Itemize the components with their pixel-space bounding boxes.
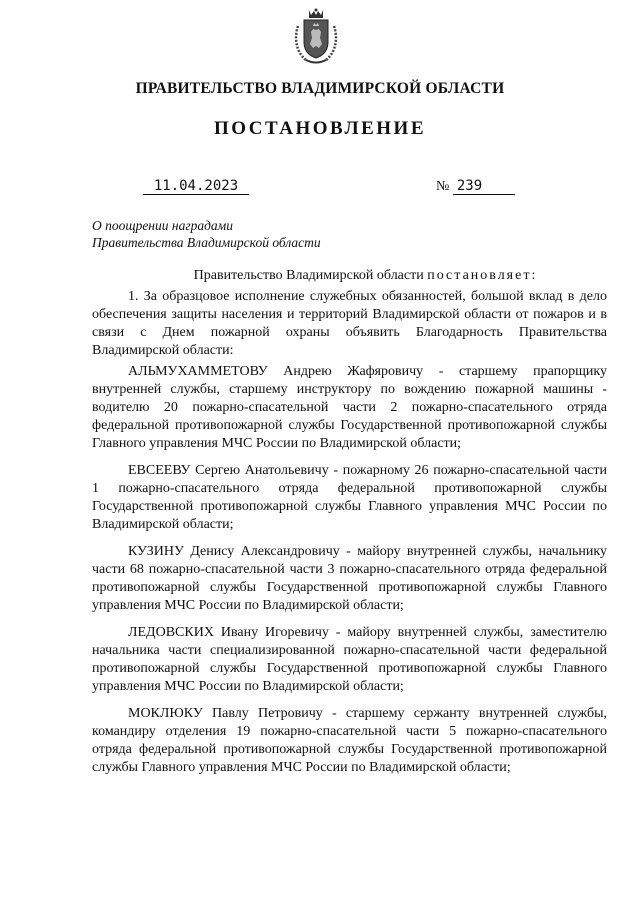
awardee-paragraph: АЛЬМУХАММЕТОВУ Андрею Жафяровичу - старшему прапорщику внутренней службы, старшему инструктору по вождению пожарной машины - водителю 20 пожарно-спасательной части 2 пожарно-спасательного отряда федеральной противопожарной службы Государственной противопожарной службы Главного управления МЧС России по Владимирской области;	[92, 364, 607, 451]
subject-line-1: О поощрении наградами	[92, 218, 234, 233]
coat-of-arms-icon	[292, 8, 340, 66]
preamble-lead: Правительство Владимирской области	[193, 268, 428, 283]
awardee-paragraph: МОКЛЮКУ Павлу Петровичу - старшему сержанту внутренней службы, командиру отделения 19 пожарно-спасательной части 5 пожарно-спасательного отряда федеральной противопожарной службы Государственной противопожарной службы Главного управления МЧС России по Владимирской области;	[92, 706, 607, 775]
document-subject	[92, 217, 321, 251]
preamble	[92, 267, 607, 285]
issuing-authority: ПРАВИТЕЛЬСТВО ВЛАДИМИРСКОЙ ОБЛАСТИ	[135, 80, 505, 97]
document-date: 11.04.2023	[143, 178, 249, 195]
document-number-block	[436, 178, 515, 195]
awardee-paragraph: ЕВСЕЕВУ Сергею Анатольевичу - пожарному 26 пожарно-спасательной части 1 пожарно-спасательного отряда федеральной противопожарной службы Государственной противопожарной службы Главного управления МЧС России по Владимирской области;	[92, 463, 607, 532]
awardee-paragraph: ЛЕДОВСКИХ Ивану Игоревичу - майору внутренней службы, заместителю начальника части специализированной пожарно-спасательной части федеральной противопожарной службы Государственной противопожарной службы Главного управления МЧС России по Владимирской области;	[92, 625, 607, 694]
document-body	[92, 267, 607, 786]
document-type-title: ПОСТАНОВЛЕНИЕ	[213, 118, 427, 139]
document-number: 239	[453, 178, 515, 195]
preamble-verb: постановляет:	[427, 268, 538, 283]
awardee-paragraph: КУЗИНУ Денису Александровичу - майору внутренней службы, начальнику части 68 пожарно-спасательной части 3 пожарно-спасательного отряда федеральной противопожарной службы Государственной противопожарной службы Главного управления МЧС России по Владимирской области;	[92, 544, 607, 613]
subject-line-2: Правительства Владимирской области	[92, 235, 321, 250]
clause-1: 1. За образцовое исполнение служебных обязанностей, большой вклад в дело обеспечения защиты населения и территорий Владимирской области от пожаров и в связи с Днем пожарной охраны объявить Благодарность Правительства Владимирской области:	[92, 289, 607, 358]
number-sign: №	[436, 179, 450, 194]
